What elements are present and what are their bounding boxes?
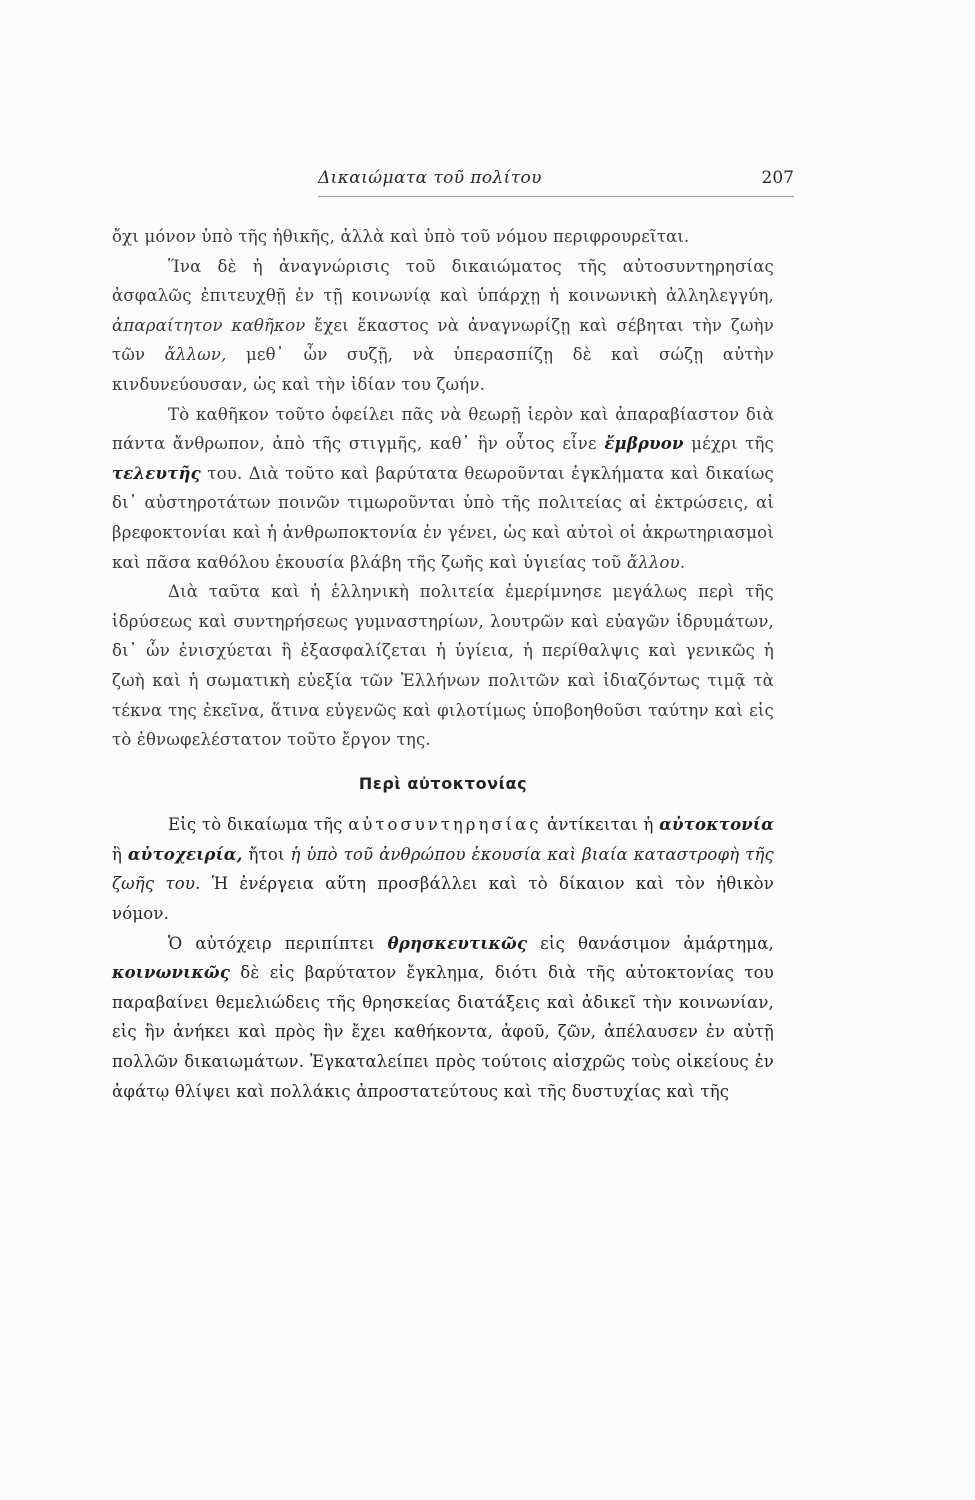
paragraph-1 bbox=[112, 222, 774, 252]
paragraph-3-bold-1: ἔμβρυον bbox=[604, 434, 684, 454]
paragraph-5-bold-1: αὐτοκτονία bbox=[659, 815, 774, 835]
paragraph-2-italic-2: ἄλλων, bbox=[164, 345, 227, 365]
paragraph-3 bbox=[112, 400, 774, 578]
paragraph-6 bbox=[112, 929, 774, 1107]
paragraph-5-spaced: αὐτοσυντηρησίας bbox=[348, 815, 542, 835]
running-title: Δικαιώματα τοῦ πολίτου bbox=[318, 168, 542, 188]
header-rule bbox=[318, 196, 794, 197]
paragraph-5 bbox=[112, 810, 774, 928]
paragraph-5-text-c: ἢ bbox=[112, 844, 123, 864]
paragraph-3-bold-2: τελευτῆς bbox=[112, 463, 201, 483]
paragraph-1-text: ὄχι μόνον ὑπὸ τῆς ἠθικῆς, ἀλλὰ καὶ ὑπὸ τοῦ νόμου περιφρουρεῖται. bbox=[112, 227, 690, 246]
page-header bbox=[318, 168, 794, 196]
paragraph-6-bold-2: κοινωνικῶς bbox=[112, 963, 231, 983]
paragraph-2-text-b: ἔχει ἕκαστος νὰ ἀναγνωρίζῃ καὶ σέβηται τὴν ζωὴν τῶν bbox=[112, 315, 774, 365]
paragraph-2-text-c: μεθ᾽ ὧν συζῇ, νὰ ὑπερασπίζῃ δὲ καὶ σώζῃ αὐτὴν κινδυνεύουσαν, ὡς καὶ τὴν ἰδίαν του ζωήν. bbox=[112, 345, 774, 394]
paragraph-5-text-d: ἤτοι bbox=[248, 844, 285, 864]
body-text bbox=[112, 222, 774, 1106]
paragraph-3-text-b: μέχρι τῆς bbox=[691, 434, 775, 454]
paragraph-4-text: Διὰ ταῦτα καὶ ἡ ἑλληνικὴ πολιτεία ἐμερίμνησε μεγάλως περὶ τῆς ἱδρύσεως καὶ συντηρήσεως γυμναστηρίων, λουτρῶν καὶ εὐαγῶν ἱδρυμάτων, δι᾽ ὧν ἐνισχύεται ἢ ἐξασφαλίζεται ἡ ὑγίεια, ἡ περίθαλψις καὶ γενικῶς ἡ ζωὴ καὶ ἡ σωματικὴ εὐεξία τῶν Ἑλλήνων πολιτῶν καὶ ἰδιαζόντως τιμᾷ τὰ τέκνα της ἐκεῖνα, ἅτινα εὐγενῶς καὶ φιλοτίμως ὑποβοηθοῦσι ταύτην καὶ εἰς τὸ ἐθνωφελέστατον τοῦτο ἔργον της. bbox=[112, 582, 774, 750]
paragraph-4 bbox=[112, 577, 774, 755]
paragraph-2-italic: ἀπαραίτητον καθῆκον bbox=[112, 315, 306, 335]
paragraph-3-text-a: Τὸ καθῆκον τοῦτο ὀφείλει πᾶς νὰ θεωρῇ ἱερὸν καὶ ἀπαραβίαστον διὰ πάντα ἄνθρωπον, ἀπὸ τῆς στιγμῆς, καθ᾽ ἣν οὗτος εἶνε bbox=[112, 404, 774, 454]
paragraph-5-bold-2: αὐτοχειρία, bbox=[127, 844, 243, 864]
paragraph-6-text-a: Ὁ αὐτόχειρ περιπίπτει bbox=[168, 933, 375, 953]
paragraph-2-text-a: Ἵνα δὲ ἡ ἀναγνώρισις τοῦ δικαιώματος τῆς αὐτοσυντηρησίας ἀσφαλῶς ἐπιτευχθῇ ἐν τῇ κοινωνίᾳ καὶ ὑπάρχῃ ἡ κοινωνικὴ ἀλληλεγγύη, bbox=[112, 256, 774, 306]
paragraph-5-text-b: ἀντίκειται ἡ bbox=[547, 815, 654, 835]
section-heading-a: Περὶ bbox=[358, 773, 402, 793]
paragraph-6-text-b: εἰς θανάσιμον ἁμάρτημα, bbox=[540, 933, 774, 953]
paragraph-5-italic: ἡ ὑπὸ τοῦ ἀνθρώπου ἑκουσία καὶ βιαία καταστροφὴ τῆς ζωῆς του. bbox=[112, 844, 775, 894]
paragraph-6-text-c: δὲ εἰς βαρύτατον ἔγκλημα, διότι διὰ τῆς αὐτοκτονίας του παραβαίνει θεμελιώδεις τῆς θρησκείας διατάξεις καὶ ἀδικεῖ τὴν κοινωνίαν, εἰς ἣν ἀνήκει καὶ πρὸς ἣν ἔχει καθήκοντα, ἀφοῦ, ζῶν, ἀπέλαυσεν ἐν αὐτῇ πολλῶν δικαιωμάτων. Ἐγκαταλείπει πρὸς τούτοις αἰσχρῶς τοὺς οἰκείους ἐν ἀφάτῳ θλίψει καὶ πολλάκις ἀπροστατεύτους καὶ τῆς δυστυχίας καὶ τῆς bbox=[112, 963, 774, 1101]
paragraph-2 bbox=[112, 252, 774, 400]
paragraph-5-text-e: Ἡ ἐνέργεια αὕτη προσβάλλει καὶ τὸ δίκαιον καὶ τὸν ἠθικὸν νόμον. bbox=[112, 874, 774, 924]
paragraph-5-text-a: Εἰς τὸ δικαίωμα τῆς bbox=[168, 815, 343, 835]
paragraph-3-text-c: του. Διὰ τοῦτο καὶ βαρύτατα θεωροῦνται ἐγκλήματα καὶ δικαίως δι᾽ αὐστηροτάτων ποινῶν τιμωροῦνται ὑπὸ τῆς πολιτείας αἱ ἐκτρώσεις, αἱ βρεφοκτονίαι καὶ ἡ ἀνθρωποκτονία ἐν γένει, ὡς καὶ αὐτοὶ οἱ ἀκρωτηριασμοὶ καὶ πᾶσα καθόλου ἑκουσία βλάβη τῆς ζωῆς καὶ ὑγιείας τοῦ bbox=[112, 463, 774, 572]
section-heading-b: αὐτοκτονίας bbox=[407, 773, 528, 793]
paragraph-3-italic: ἄλλου. bbox=[626, 552, 686, 572]
page-number: 207 bbox=[761, 168, 794, 188]
paragraph-6-bold-1: θρησκευτικῶς bbox=[387, 933, 528, 953]
section-heading bbox=[112, 769, 774, 799]
